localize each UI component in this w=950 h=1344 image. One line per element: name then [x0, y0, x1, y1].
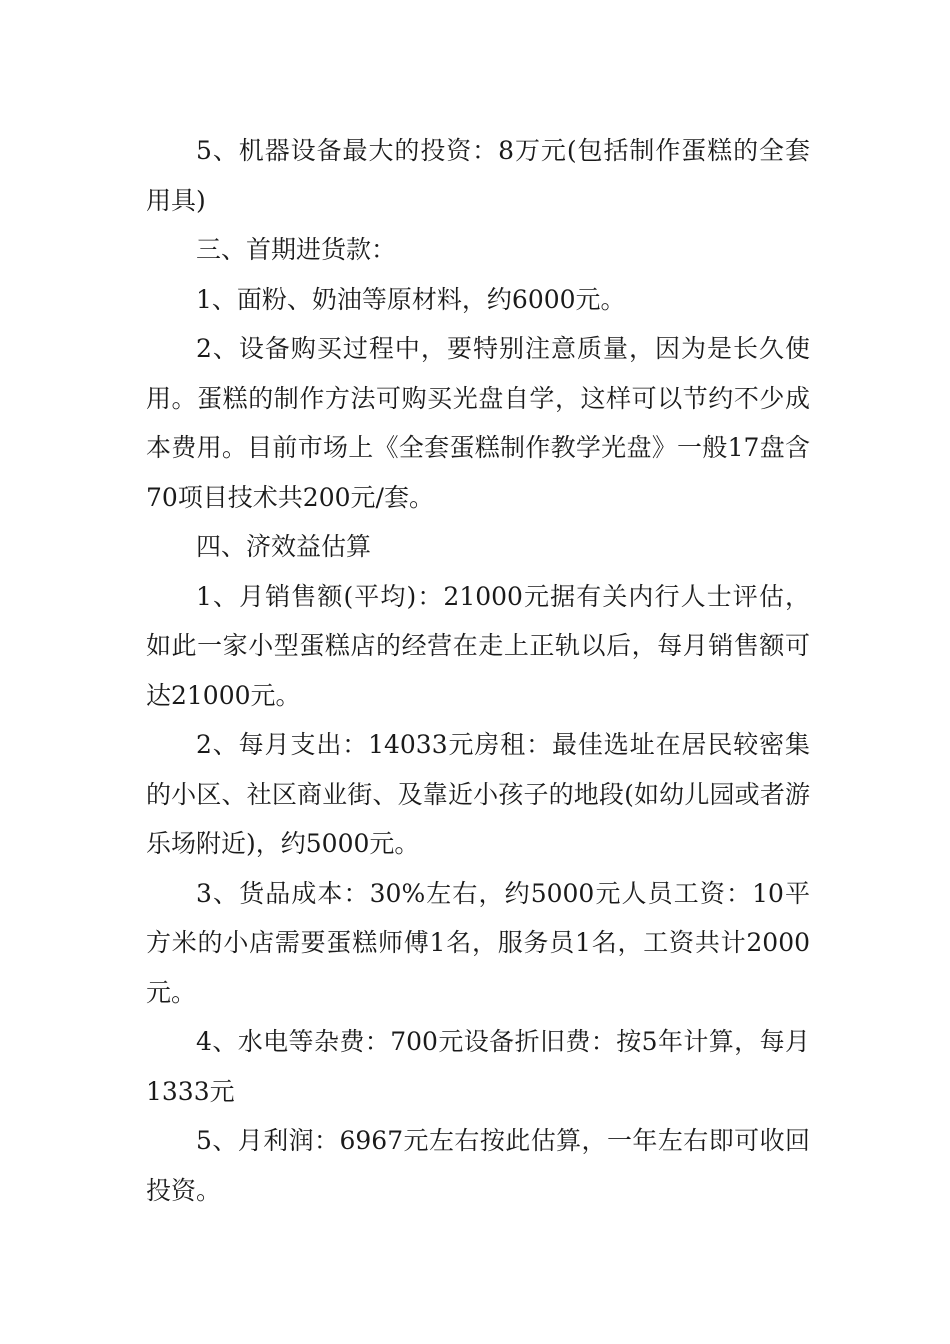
paragraph-monthly-profit: 5、月利润：6967元左右按此估算，一年左右即可收回投资。: [146, 1126, 810, 1205]
paragraph-utilities: 4、水电等杂费：700元设备折旧费：按5年计算，每月1333元: [146, 1027, 810, 1106]
heading-initial-purchase: 三、首期进货款：: [196, 235, 397, 264]
paragraph-equipment-quality: 2、设备购买过程中，要特别注意质量，因为是长久使用。蛋糕的制作方法可购买光盘自学，这样可以节约不少成本费用。目前市场上《全套蛋糕制作教学光盘》一般17盘含70项目技术共200元/套。: [146, 334, 810, 512]
paragraph-raw-materials: 1、面粉、奶油等原材料，约6000元。: [196, 284, 626, 314]
paragraph-equipment-investment: 5、机器设备最大的投资：8万元(包括制作蛋糕的全套用具): [146, 136, 810, 215]
document-body: [146, 126, 810, 1215]
paragraph-monthly-expenses: 2、每月支出：14033元房租：最佳选址在居民较密集的小区、社区商业街、及靠近小孩子的地段(如幼儿园或者游乐场附近)，约5000元。: [146, 730, 810, 858]
paragraph-goods-cost: 3、货品成本：30%左右，约5000元人员工资：10平方米的小店需要蛋糕师傅1名，服务员1名，工资共计2000元。: [146, 878, 810, 1007]
paragraph-monthly-sales: 1、月销售额(平均)：21000元据有关内行人士评估，如此一家小型蛋糕店的经营在走上正轨以后，每月销售额可达21000元。: [146, 581, 810, 710]
heading-economic-estimate: 四、济效益估算: [196, 532, 372, 561]
